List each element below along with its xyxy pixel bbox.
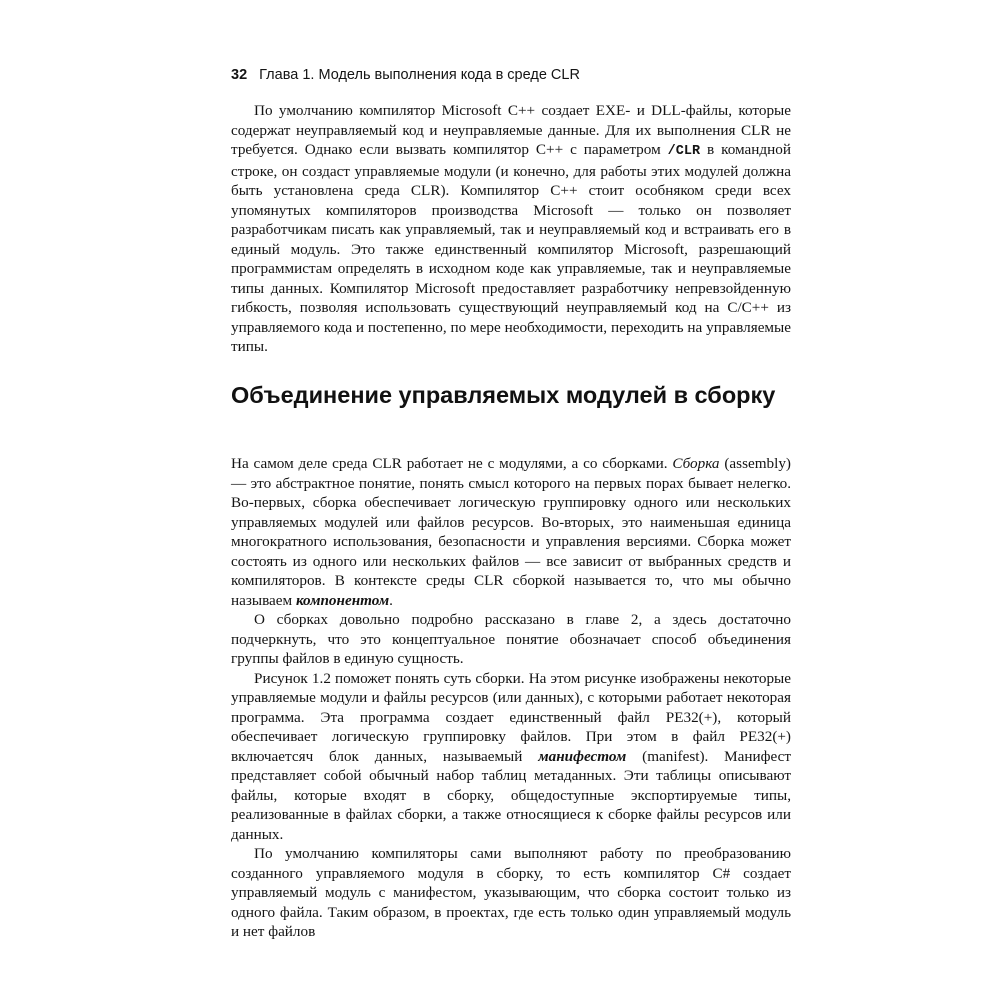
text-run: (manifest). Манифест представляет собой обычный набор таблиц метаданных. Эти таблицы описывают файлы, которые входят в сборку, общедоступные экспортируемые типы, реализованные в файлах сборки, а также относящиеся к сборке файлы ресурсов или данных. <box>231 747 792 843</box>
text-run: По умолчанию компилятор Microsoft C++ создает EXE- и DLL-файлы, которые содержат неуправляемый код и неуправляемые данные. Для их выполнения CLR не требуется. Однако если вызвать компилятор C++ с параметром <box>231 102 791 158</box>
inline-code: /CLR <box>667 144 701 159</box>
paragraph-assembly-definition <box>231 454 791 610</box>
italic-term: Сборка <box>672 455 720 472</box>
paragraph-chapter-reference: О сборках довольно подробно рассказано в главе 2, а здесь достаточно подчеркнуть, что это концептуальное понятие обозначает способ объединения группы файлов в единую сущность. <box>231 611 791 667</box>
paragraph-cpp-compiler <box>231 101 791 357</box>
italic-term: компонентом <box>295 591 390 609</box>
section-heading: Объединение управляемых модулей в сборку <box>231 382 776 408</box>
paragraph-figure-explanation <box>231 669 791 845</box>
italic-term: манифестом <box>538 747 627 765</box>
section-body <box>231 454 791 942</box>
paragraph-default-compilers: По умолчанию компиляторы сами выполняют работу по преобразованию созданного управляемого модуля в сборку, то есть компилятор C# создает управляемый модуль с манифестом, указывающим, что сборка состоит только из одного файла. Таким образом, в проектах, где есть только один управляемый модуль и нет файлов <box>231 845 791 940</box>
text-run: . <box>389 591 393 609</box>
page-number: 32 <box>231 67 248 83</box>
text-run: (assembly) — это абстрактное понятие, понять смысл которого на первых порах бывает нелегко. Во-первых, сборка обеспечивает логическую группировку одного или нескольких управляемых модулей или файлов ресурсов. Во-вторых, это наименьшая единица многократного использования, безопасности и управления версиями. Сборка может состоять из одного или нескольких файлов — все зависит от выбранных средств и компиляторов. В контексте среды CLR сборкой называется то, что мы обычно называем <box>231 455 791 609</box>
chapter-title: Глава 1. Модель выполнения кода в среде CLR <box>259 67 580 83</box>
text-run: Рисунок 1.2 поможет понять суть сборки. На этом рисунке изображены некоторые управляемые модули и файлы ресурсов (или данных), с которыми работает некоторая программа. Эта программа создает единственный файл PE32(+), который обеспечивает логическую группировку файлов. При этом в файл PE32(+) включаетсяч блок данных, называемый <box>231 669 791 765</box>
intro-block <box>231 101 791 357</box>
text-run: в командной строке, он создаст управляемые модули (и конечно, для работы этих модулей должна быть установлена среда CLR). Компилятор C++ стоит особняком среди всех упомянутых компиляторов производства Microsoft — только он позволяет разработчикам писать как управляемый, так и неуправляемый код и встраивать его в единый модуль. Это также единственный компилятор Microsoft, разрешающий программистам определять в исходном коде как управляемые, так и неуправляемые типы данных. Компилятор Microsoft предоставляет разработчику непревзойденную гибкость, позволяя использовать существующий неуправляемый код на C/C++ из управляемого кода и постепенно, по мере необходимости, переходить на управляемые типы. <box>231 141 791 355</box>
text-run: На самом деле среда CLR работает не с модулями, а со сборками. <box>231 455 673 472</box>
running-header <box>231 65 791 85</box>
